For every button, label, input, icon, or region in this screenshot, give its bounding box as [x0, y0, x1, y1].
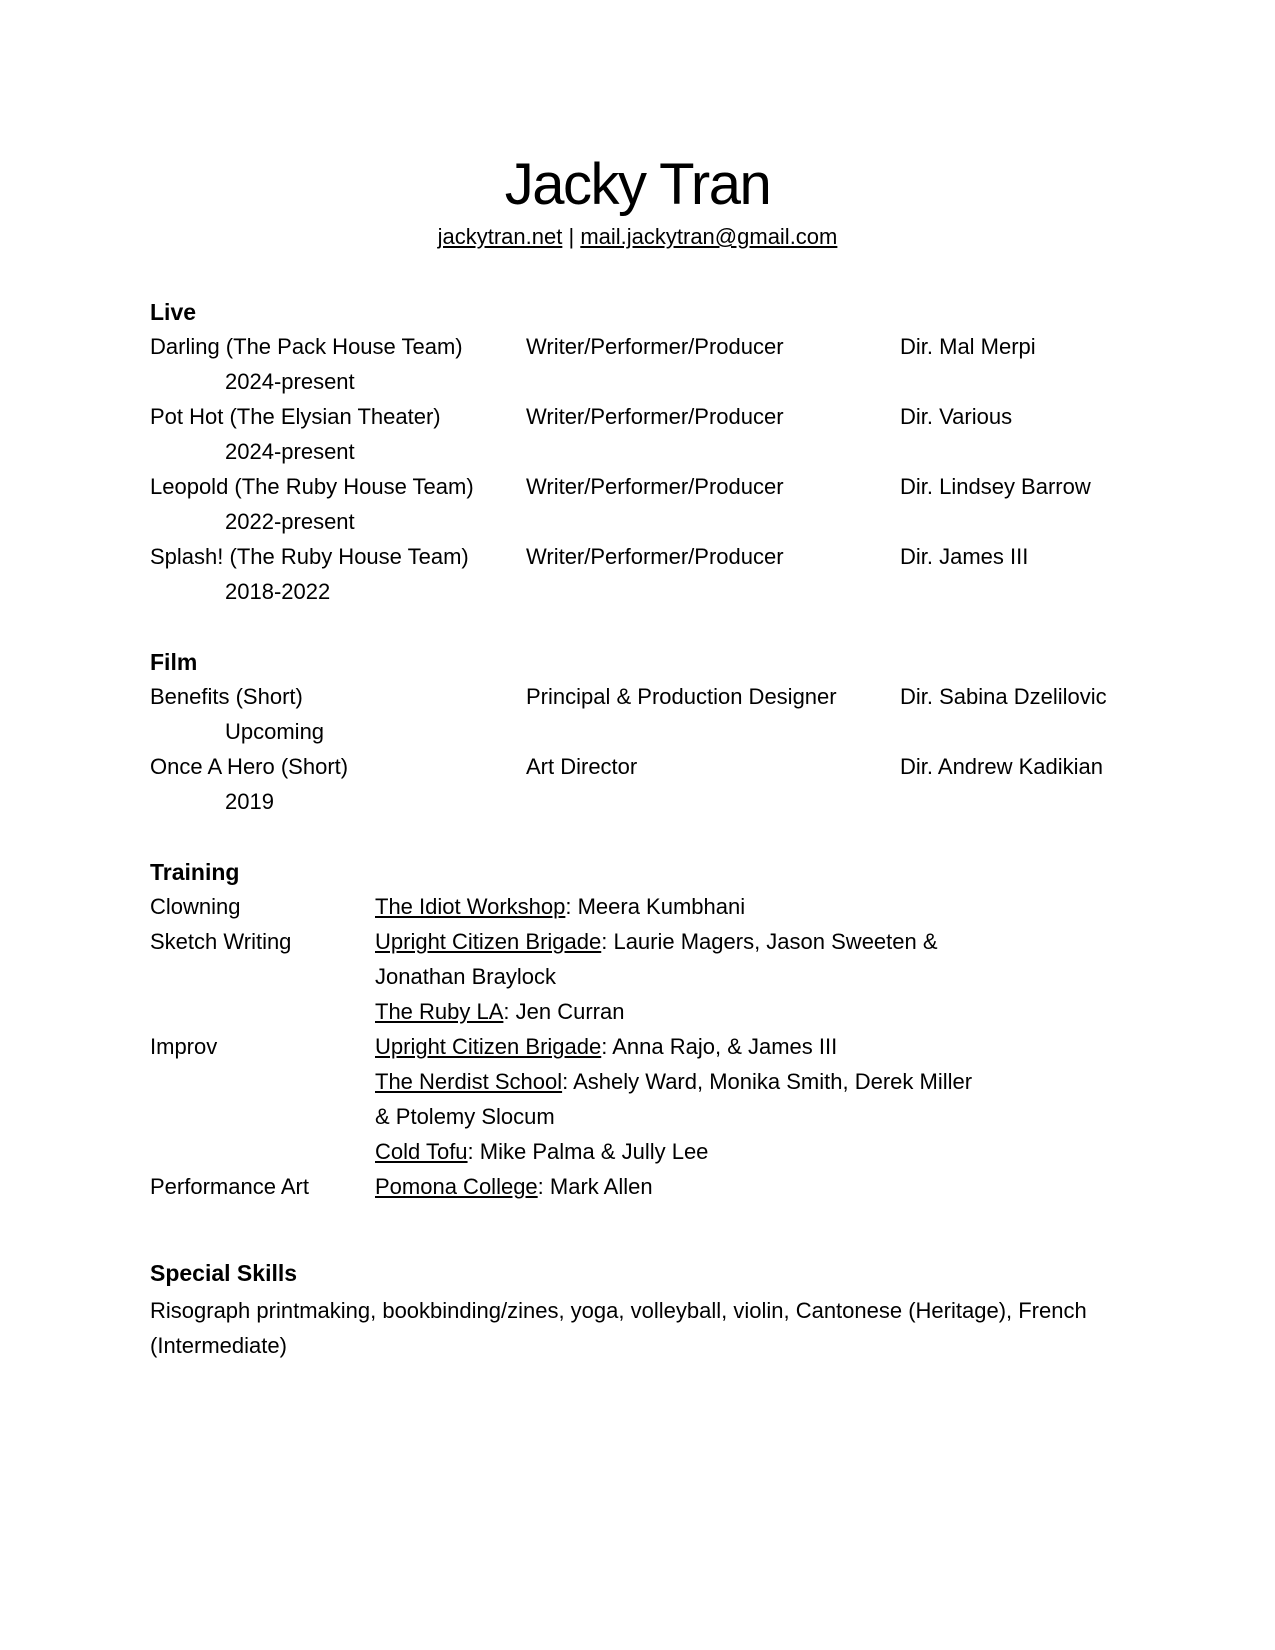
live-years: 2022-present [225, 509, 355, 534]
live-years: 2018-2022 [225, 579, 331, 604]
school-name: The Idiot Workshop [375, 894, 566, 919]
contact-separator: | [568, 224, 575, 249]
live-director: Dir. Various [900, 404, 1013, 429]
resume-name: Jacky Tran [504, 152, 771, 217]
section-heading-film: Film [150, 649, 198, 675]
live-director: Dir. Mal Merpi [900, 334, 1036, 359]
training-entry [375, 1032, 837, 1062]
training-category: Improv [150, 1034, 218, 1059]
contact-line [0, 222, 1275, 252]
school-name: Upright Citizen Brigade [375, 1034, 602, 1059]
film-years: 2019 [225, 789, 274, 814]
teacher-names-continued: & Ptolemy Slocum [375, 1104, 555, 1129]
teacher-names: : Jen Curran [503, 999, 625, 1024]
teacher-names: : Meera Kumbhani [565, 894, 746, 919]
school-name: The Ruby LA [375, 999, 504, 1024]
training-entry [375, 1137, 708, 1167]
teacher-names: : Mark Allen [537, 1174, 653, 1199]
film-role: Principal & Production Designer [526, 684, 837, 709]
training-category: Sketch Writing [150, 929, 292, 954]
school-name: Upright Citizen Brigade [375, 929, 602, 954]
training-entry [375, 927, 938, 957]
live-title: Pot Hot (The Elysian Theater) [150, 404, 441, 429]
film-years: Upcoming [225, 719, 325, 744]
training-entry [375, 997, 624, 1027]
teacher-names: : Ashely Ward, Monika Smith, Derek Miller [562, 1069, 973, 1094]
training-entry [375, 892, 745, 922]
teacher-names-continued: Jonathan Braylock [375, 964, 556, 989]
school-name: Cold Tofu [375, 1139, 468, 1164]
training-entry [375, 1067, 972, 1097]
film-title: Benefits (Short) [150, 684, 303, 709]
live-director: Dir. James III [900, 544, 1029, 569]
email-link[interactable]: mail.jackytran@gmail.com [580, 224, 838, 249]
film-director: Dir. Sabina Dzelilovic [900, 684, 1107, 709]
live-role: Writer/Performer/Producer [526, 474, 784, 499]
teacher-names: : Mike Palma & Jully Lee [467, 1139, 709, 1164]
training-entry [375, 1172, 653, 1202]
special-skills-text: Risograph printmaking, bookbinding/zines, yoga, volleyball, violin, Cantonese (Heritage), French (Intermediate) [150, 1298, 1087, 1358]
live-years: 2024-present [225, 439, 355, 464]
live-role: Writer/Performer/Producer [526, 404, 784, 429]
section-heading-live: Live [150, 299, 197, 325]
live-title: Leopold (The Ruby House Team) [150, 474, 474, 499]
live-title: Darling (The Pack House Team) [150, 334, 463, 359]
teacher-names: : Laurie Magers, Jason Sweeten & [601, 929, 938, 954]
live-years: 2024-present [225, 369, 355, 394]
school-name: Pomona College [375, 1174, 538, 1199]
training-category: Performance Art [150, 1174, 309, 1199]
training-category: Clowning [150, 894, 241, 919]
film-director: Dir. Andrew Kadikian [900, 754, 1103, 779]
teacher-names: : Anna Rajo, & James III [601, 1034, 838, 1059]
section-heading-training: Training [150, 859, 240, 885]
film-title: Once A Hero (Short) [150, 754, 349, 779]
website-link[interactable]: jackytran.net [437, 224, 563, 249]
live-role: Writer/Performer/Producer [526, 544, 784, 569]
live-role: Writer/Performer/Producer [526, 334, 784, 359]
film-role: Art Director [526, 754, 638, 779]
section-heading-special-skills: Special Skills [150, 1260, 298, 1286]
school-name: The Nerdist School [375, 1069, 563, 1094]
live-director: Dir. Lindsey Barrow [900, 474, 1091, 499]
live-title: Splash! (The Ruby House Team) [150, 544, 469, 569]
